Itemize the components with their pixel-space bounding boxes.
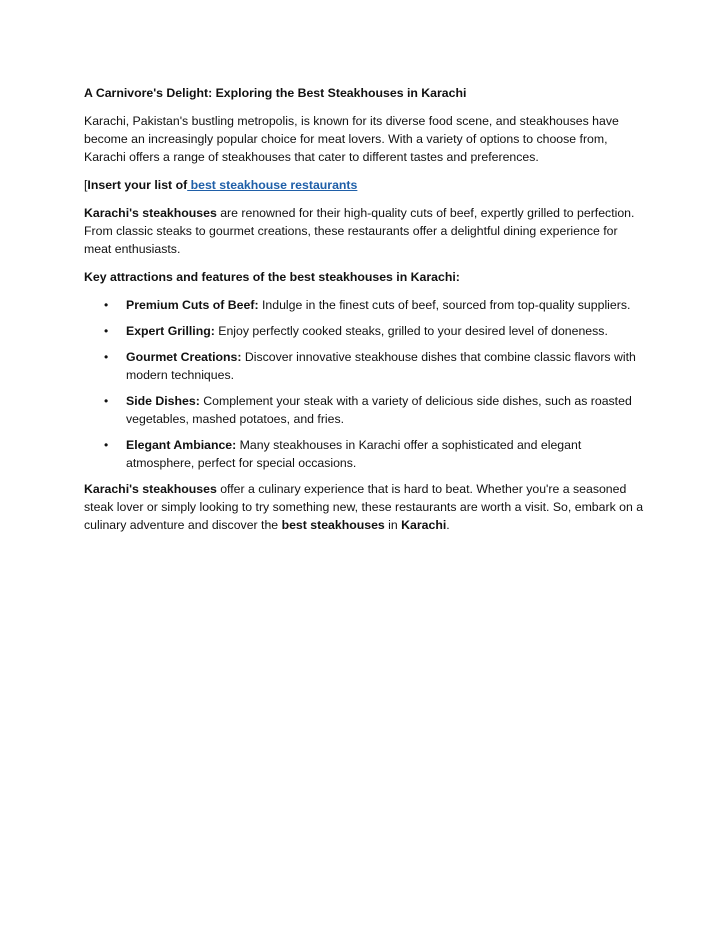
feature-text: Indulge in the finest cuts of beef, sourced from top-quality suppliers.	[258, 298, 631, 312]
closing-paragraph	[84, 480, 644, 534]
closing-bold-lead: Karachi's steakhouses	[84, 482, 217, 496]
closing-bold-karachi: Karachi	[401, 518, 447, 532]
features-heading	[84, 268, 644, 286]
feature-text: Discover innovative steakhouse dishes that combine classic flavors with modern techniques.	[126, 350, 636, 382]
feature-label: Expert Grilling:	[126, 324, 215, 338]
feature-text: Many steakhouses in Karachi offer a sophisticated and elegant atmosphere, perfect for special occasions.	[126, 438, 582, 470]
closing-text: offer a culinary experience that is hard to beat. Whether you're a seasoned steak lover or simply looking to try something new, these restaurants are worth a visit. So, embark on a culinary adventure and discover the	[84, 482, 644, 532]
feature-text: Complement your steak with a variety of delicious side dishes, such as roasted vegetables, mashed potatoes, and fries.	[126, 394, 632, 426]
best-steakhouse-restaurants-link[interactable]: best steakhouse restaurants	[187, 178, 358, 192]
insert-bracket: [	[84, 178, 88, 192]
bullet-icon: •	[104, 324, 109, 338]
list-item	[84, 392, 644, 428]
list-item	[84, 296, 644, 314]
features-list	[84, 296, 644, 472]
description-text: are renowned for their high-quality cuts of beef, expertly grilled to perfection. From classic steaks to gourmet creations, these restaurants offer a delightful dining experience for meat enthusiasts.	[84, 206, 635, 256]
description-paragraph	[84, 204, 644, 258]
intro-paragraph: Karachi, Pakistan's bustling metropolis, is known for its diverse food scene, and steakhouses have become an increasingly popular choice for meat lovers. With a variety of options to choose from, Karachi offers a range of steakhouses that cater to different tastes and preferences.	[84, 114, 619, 164]
insert-bold-text: Insert your list of	[87, 178, 188, 192]
features-heading-text: Key attractions and features of the best steakhouses in Karachi:	[84, 270, 460, 284]
feature-text: Enjoy perfectly cooked steaks, grilled to your desired level of doneness.	[214, 324, 608, 338]
list-item	[84, 436, 644, 472]
document-title: A Carnivore's Delight: Exploring the Best Steakhouses in Karachi	[84, 86, 467, 100]
closing-period: .	[446, 518, 450, 532]
insert-placeholder-paragraph	[84, 176, 644, 194]
list-item	[84, 322, 644, 340]
feature-label: Elegant Ambiance:	[126, 438, 237, 452]
feature-label: Premium Cuts of Beef:	[126, 298, 259, 312]
bullet-icon: •	[104, 298, 109, 312]
closing-bold-best-steakhouses: best steakhouses	[281, 518, 385, 532]
feature-label: Side Dishes:	[126, 394, 200, 408]
document-body	[84, 84, 644, 544]
list-item	[84, 348, 644, 384]
bullet-icon: •	[104, 350, 109, 364]
closing-text-in: in	[384, 518, 402, 532]
bullet-icon: •	[104, 394, 109, 408]
description-bold-lead: Karachi's steakhouses	[84, 206, 217, 220]
feature-label: Gourmet Creations:	[126, 350, 242, 364]
bullet-icon: •	[104, 438, 109, 452]
